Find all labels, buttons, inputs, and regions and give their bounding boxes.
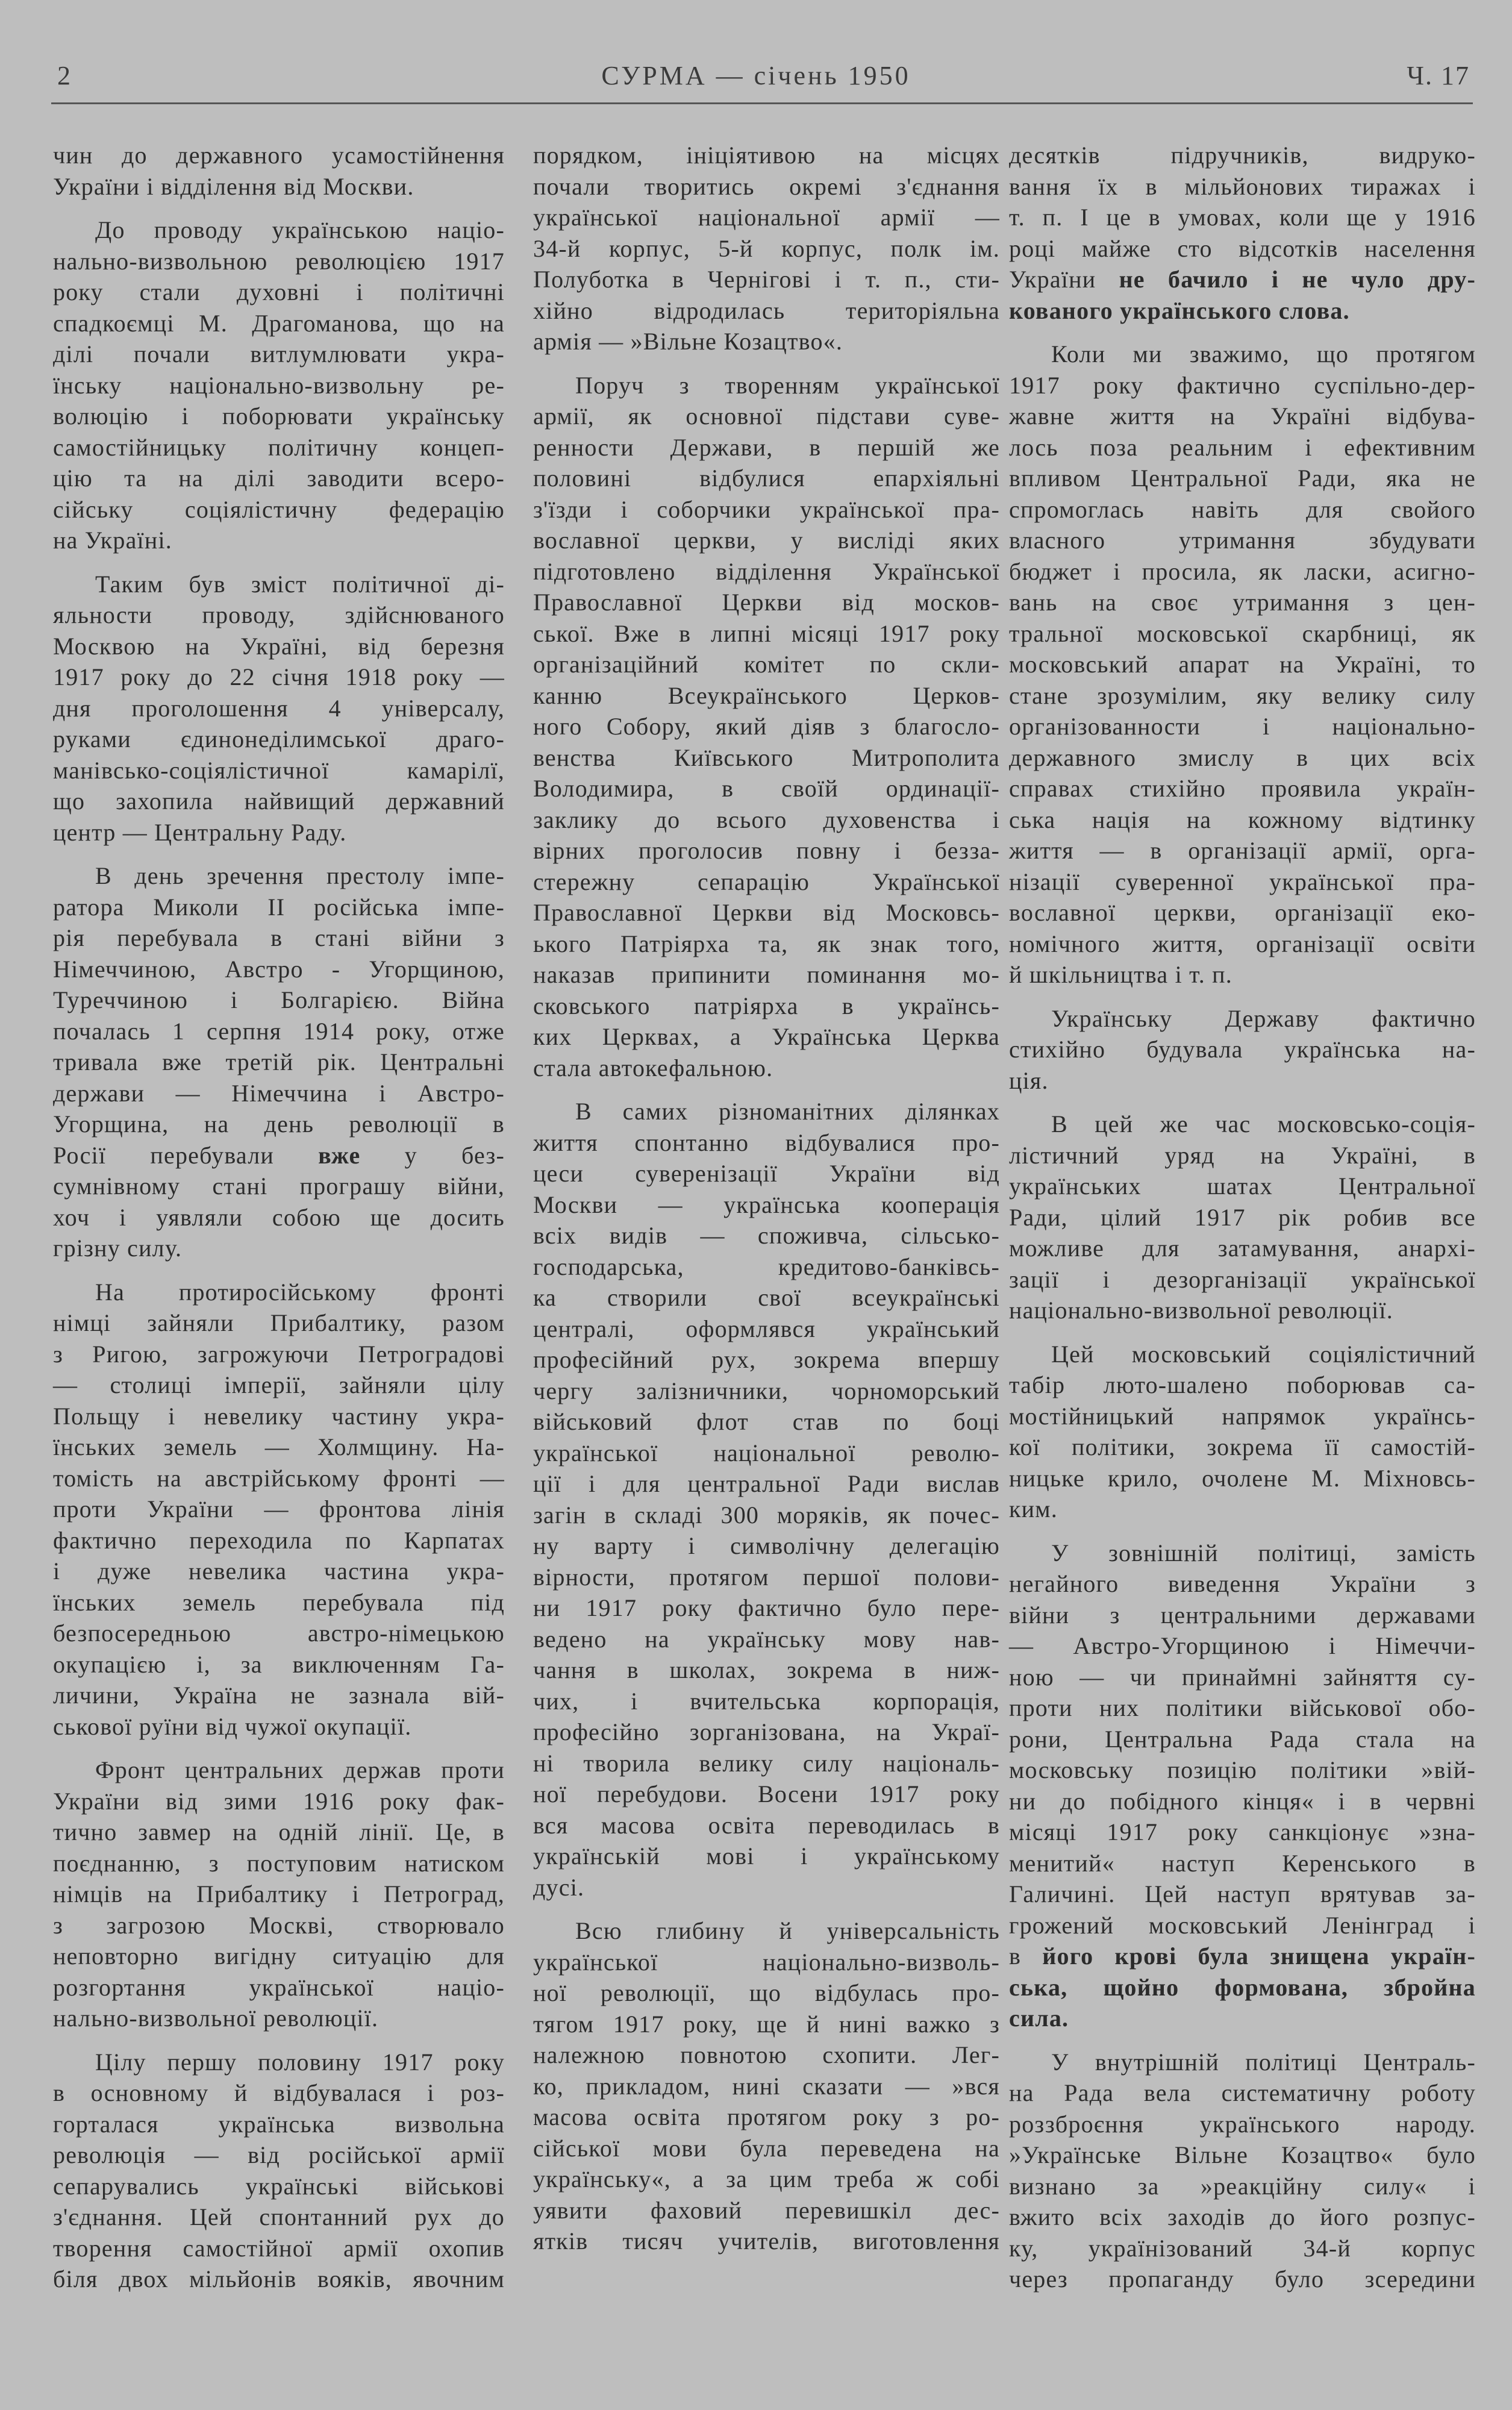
- text-line: руками єдинонеділимської драго-: [53, 725, 505, 753]
- text-line: загін в складі 300 моряків, як почес-: [533, 1501, 1000, 1529]
- text-line: Всю глибину й універсальність: [575, 1917, 1000, 1944]
- text-line: вославної церкви, організації еко-: [1009, 899, 1476, 926]
- text-line: зації і дезорганізації української: [1009, 1265, 1476, 1293]
- text-line: ни до побідного кінця« і в червні: [1009, 1787, 1476, 1815]
- text-line: стала автокефальною.: [533, 1054, 773, 1081]
- text-line: ятків тисяч учителів, виготовлення: [533, 2227, 1000, 2255]
- text-line: жавне життя на Україні відбува-: [1009, 402, 1476, 430]
- text-line: тягом 1917 року, ще й нині важко з: [533, 2010, 1000, 2038]
- text-line: життя спонтанно відбувалися про-: [533, 1128, 1000, 1156]
- bold-text: вже: [318, 1141, 361, 1169]
- paragraph: [53, 1754, 505, 2034]
- text-line: табір люто-шалено поборював са-: [1009, 1371, 1476, 1398]
- text-line: сковського патріярха в українсь-: [533, 992, 1000, 1019]
- text-line: національно-визвольної революції.: [1009, 1297, 1393, 1324]
- text-line: Поруч з творенням української: [575, 371, 1000, 399]
- text-line: чих, і вчительська корпорація,: [533, 1687, 1000, 1715]
- paragraph: [53, 860, 505, 1264]
- text-line: вань на своє утримання з цен-: [1009, 589, 1476, 616]
- text-line: [1009, 1941, 1476, 1972]
- text-segment: Росії перебували: [53, 1141, 319, 1169]
- text-line: тривала вже третій рік. Центральні: [53, 1048, 505, 1075]
- text-line: їнську національно-визвольну ре-: [53, 371, 505, 399]
- text-line: підготовлено відділення Української: [533, 557, 1000, 585]
- text-line: вірности, протягом першої полови-: [533, 1563, 1000, 1591]
- text-line: десятків підручників, видруко-: [1009, 142, 1476, 169]
- text-line: в основному й відбувалася і роз-: [53, 2079, 505, 2106]
- paragraph: [1009, 1538, 1476, 2034]
- page-number: 2: [57, 61, 72, 90]
- text-line: ного Собору, який діяв з благосло-: [533, 713, 1000, 740]
- text-line: [1009, 1972, 1476, 2003]
- bold-text: сила.: [1009, 2005, 1069, 2032]
- text-line: ку, українізований 34-й корпус: [1009, 2234, 1476, 2262]
- bold-text: не бачило і не чуло дру-: [1119, 266, 1476, 293]
- text-line: Галичині. Цей наступ врятував за-: [1009, 1880, 1476, 1908]
- text-line: В цей же час московсько-соція-: [1051, 1110, 1476, 1138]
- text-line: половині відбулися епархіяльні: [533, 465, 1000, 492]
- text-line: чергу залізничники, чорноморський: [533, 1377, 1000, 1404]
- text-line: через пропаганду було зсередини: [1009, 2265, 1476, 2293]
- text-line: українську«, а за цим треба ж собі: [533, 2165, 1000, 2192]
- text-line: належною повнотою схопити. Лег-: [533, 2041, 1000, 2068]
- text-line: власного утримання збудувати: [1009, 527, 1476, 554]
- text-line: наказав припинити поминання мо-: [533, 961, 1000, 988]
- text-line: роззброєння українського народу.: [1009, 2110, 1476, 2138]
- text-line: Цей московський соціялістичний: [1051, 1340, 1476, 1368]
- text-column-2: [533, 140, 1000, 2270]
- text-line: почали творитись окремі з'єднання: [533, 172, 1000, 200]
- text-line: московську позицію політики »вій-: [1009, 1756, 1476, 1783]
- running-title: СУРМА — січень 1950: [601, 61, 911, 90]
- text-line: менитий« наступ Керенського в: [1009, 1849, 1476, 1877]
- text-line: стане зрозумілим, яку велику силу: [1009, 681, 1476, 709]
- text-line: з загрозою Москві, створювало: [53, 1911, 505, 1939]
- paragraph: [1009, 339, 1476, 991]
- text-line: стережну сепарацію Української: [533, 868, 1000, 895]
- header-rule: [51, 102, 1473, 104]
- paragraph: [53, 214, 505, 556]
- text-line: державного змислу в цих всіх: [1009, 743, 1476, 771]
- text-line: т. п. І це в умовах, коли ще у 1916: [1009, 204, 1476, 231]
- text-line: ни 1917 року фактично було пере-: [533, 1594, 1000, 1621]
- text-line: визнано за »реакційну силу« і: [1009, 2172, 1476, 2200]
- text-line: української національно-визволь-: [533, 1948, 1000, 1976]
- text-segment: України: [1009, 266, 1119, 293]
- text-line: ким.: [1009, 1495, 1058, 1523]
- text-line: держави — Німеччина і Австро-: [53, 1079, 505, 1107]
- text-line: ького Патріярха та, як знак того,: [533, 930, 1000, 957]
- paragraph: [53, 1277, 505, 1742]
- text-line: уявити фаховий перевишкіл дес-: [533, 2196, 1000, 2224]
- text-line: цеси суверенізації України від: [533, 1160, 1000, 1187]
- text-line: ною — чи принаймні зайняття су-: [1009, 1663, 1476, 1691]
- text-line: 1917 року до 22 січня 1918 року —: [53, 663, 505, 690]
- text-column-3: [1009, 140, 1476, 2308]
- text-line: У внутрішній політиці Централь-: [1051, 2048, 1476, 2076]
- text-line: тично завмер на одній лінії. Це, в: [53, 1818, 505, 1845]
- text-line: номічного життя, організації освіти: [1009, 930, 1476, 957]
- text-line: української національної армії —: [533, 204, 1000, 231]
- paragraph: [1009, 140, 1476, 326]
- text-line: грізну силу.: [53, 1235, 183, 1262]
- text-line: Угорщина, на день революції в: [53, 1110, 505, 1138]
- text-line: армії, як основної підстави суве-: [533, 402, 1000, 430]
- text-line: тральної московської скарбниці, як: [1009, 619, 1476, 647]
- text-line: Німеччиною, Австро - Угорщиною,: [53, 955, 505, 983]
- issue-number: Ч. 17: [1407, 61, 1470, 90]
- text-line: Цілу першу половину 1917 року: [95, 2048, 505, 2076]
- text-line: і дуже невелика частина укра-: [53, 1557, 505, 1585]
- text-line: розгортання української націо-: [53, 1973, 505, 2001]
- text-line: [1009, 264, 1476, 295]
- text-line: — Австро-Угорщиною і Німеччи-: [1009, 1632, 1476, 1659]
- text-line: томість на австрійському фронті —: [53, 1464, 505, 1492]
- text-line: венства Київського Митрополита: [533, 743, 1000, 771]
- text-line: поєднанню, з поступовим натиском: [53, 1849, 505, 1877]
- text-line: ренности Держави, в першій же: [533, 433, 1000, 461]
- text-line: нізації суверенної української пра-: [1009, 868, 1476, 895]
- text-line: України і відділення від Москви.: [53, 172, 414, 200]
- text-line: яльности проводу, здійснюваного: [53, 601, 505, 628]
- text-line: ко, прикладом, нині сказати — »вся: [533, 2072, 1000, 2100]
- text-line: біля двох мільйонів вояків, явочним: [53, 2265, 505, 2293]
- bold-text: його крові була знищена україн-: [1042, 1942, 1476, 1970]
- text-line: ну варту і символічну делегацію: [533, 1532, 1000, 1559]
- text-line: чин до державного усамостійнення: [53, 142, 505, 169]
- text-line: творення самостійної армії охопив: [53, 2234, 505, 2262]
- text-line: волюцію і поборювати українську: [53, 402, 505, 430]
- text-line: спадкоємці М. Драгоманова, що на: [53, 309, 505, 337]
- text-line: вся масова освіта переводилась в: [533, 1811, 1000, 1839]
- text-line: В день зречення престолу імпе-: [95, 862, 505, 889]
- text-line: ких Церквах, а Українська Церква: [533, 1023, 1000, 1050]
- text-line: манівсько-соціялістичної камарілї,: [53, 756, 505, 784]
- paragraph: [533, 370, 1000, 1084]
- text-line: їнських земель — Холмщину. На-: [53, 1433, 505, 1460]
- text-line: життя — в організації армії, орга-: [1009, 837, 1476, 864]
- text-line: Ради, цілий 1917 рік робив все: [1009, 1203, 1476, 1231]
- text-line: року стали духовні і політичні: [53, 278, 505, 305]
- paragraph: [1009, 2047, 1476, 2295]
- text-line: Москвою на Україні, від березня: [53, 632, 505, 660]
- text-line: нально-визвольною революцією 1917: [53, 247, 505, 275]
- text-line: Православної Церкви від Московсь-: [533, 899, 1000, 926]
- text-line: організованности і національно-: [1009, 713, 1476, 740]
- text-line: кої політики, зокрема її самостій-: [1009, 1433, 1476, 1460]
- paragraph: [1009, 1339, 1476, 1525]
- text-line: цію та на ділі заводити всеро-: [53, 465, 505, 492]
- text-line: ської. Вже в липні місяці 1917 року: [533, 619, 1000, 647]
- text-line: з'їзди і соборчики української пра-: [533, 495, 1000, 523]
- text-line: українській мові і українському: [533, 1842, 1000, 1870]
- text-line: всіх видів — споживча, сільсько-: [533, 1222, 1000, 1249]
- text-line: грожений московський Ленінград і: [1009, 1911, 1476, 1939]
- text-line: сумнівному стані програшу війни,: [53, 1172, 505, 1200]
- text-line: революція — від російської армії: [53, 2141, 505, 2168]
- text-line: сійської мови була переведена на: [533, 2134, 1000, 2162]
- text-line: Коли ми зважимо, що протягом: [1051, 340, 1476, 368]
- text-line: [1009, 2003, 1476, 2034]
- text-line: Українську Державу фактично: [1051, 1004, 1476, 1032]
- paragraph: [1009, 1109, 1476, 1326]
- text-line: лось поза реальним і ефективним: [1009, 433, 1476, 461]
- text-line: дня проголошення 4 універсалу,: [53, 694, 505, 722]
- text-line: московський апарат на Україні, то: [1009, 651, 1476, 678]
- paragraph: [53, 2047, 505, 2295]
- paragraph: [1009, 1003, 1476, 1097]
- text-line: Польщу і невелику частину укра-: [53, 1402, 505, 1430]
- text-segment: у без-: [360, 1141, 505, 1169]
- text-line: центр — Центральну Раду.: [53, 818, 347, 846]
- text-line: проти них політики військової обо-: [1009, 1694, 1476, 1721]
- text-line: господарська, кредитово-банківсь-: [533, 1253, 1000, 1280]
- text-line: українських шатах Центральної: [1009, 1172, 1476, 1200]
- text-line: армія — »Вільне Козацтво«.: [533, 328, 843, 355]
- text-line: нально-визвольної революції.: [53, 2005, 379, 2032]
- text-line: бюджет і просила, як ласки, асигно-: [1009, 557, 1476, 585]
- text-line: безпосередньою австро-німецькою: [53, 1620, 505, 1647]
- text-line: чання в школах, зокрема в ниж-: [533, 1656, 1000, 1683]
- text-line: з'єднання. Цей спонтанний рух до: [53, 2203, 505, 2230]
- text-line: проти України — фронтова лінія: [53, 1495, 505, 1523]
- text-line: хійно відродилась територіяльна: [533, 296, 1000, 324]
- text-line: впливом Центральної Ради, яка не: [1009, 465, 1476, 492]
- text-line: рія перебувала в стані війни з: [53, 924, 505, 951]
- text-line: мостійницький напрямок українсь-: [1009, 1402, 1476, 1430]
- text-line: рони, Центральна Рада стала на: [1009, 1725, 1476, 1753]
- text-line: ні творила велику силу національ-: [533, 1749, 1000, 1777]
- text-line: Православної Церкви від москов-: [533, 589, 1000, 616]
- text-line: канню Всеукраїнського Церков-: [533, 681, 1000, 709]
- text-line: німці зайняли Прибалтику, разом: [53, 1309, 505, 1336]
- text-line: самостійницьку політичну концеп-: [53, 433, 505, 461]
- text-line: ницьке крило, очолене М. Міхновсь-: [1009, 1464, 1476, 1492]
- text-line: У зовнішній політиці, замість: [1051, 1539, 1476, 1566]
- text-line: ної революції, що відбулась про-: [533, 1979, 1000, 2006]
- text-line: вжито всіх заходів до його розпус-: [1009, 2203, 1476, 2230]
- text-line: професійно зорганізована, на Украї-: [533, 1718, 1000, 1745]
- text-line: на Україні.: [53, 527, 172, 554]
- text-line: До проводу українською націо-: [95, 216, 505, 243]
- paragraph: [533, 1915, 1000, 2257]
- text-line: Фронт центральних держав проти: [95, 1756, 505, 1783]
- text-line: В самих різноманітних ділянках: [575, 1098, 1000, 1125]
- text-line: ка створили свої всеукраїнські: [533, 1284, 1000, 1311]
- text-line: ції і для центральної Ради вислав: [533, 1470, 1000, 1497]
- text-line: [53, 1140, 505, 1171]
- text-line: й шкільництва і т. п.: [1009, 961, 1232, 988]
- text-line: заклику до всього духовенства і: [533, 806, 1000, 833]
- text-line: ція.: [1009, 1066, 1049, 1094]
- bold-text: ська, щойно формована, збройна: [1009, 1973, 1476, 2001]
- text-line: Туреччиною і Болгарією. Війна: [53, 986, 505, 1013]
- text-line: місяці 1917 року санкціонує »зна-: [1009, 1818, 1476, 1845]
- text-line: вославної церкви, у висліді яких: [533, 527, 1000, 554]
- text-line: ділі почали витлумлювати укра-: [53, 340, 505, 368]
- text-line: війни з центральними державами: [1009, 1601, 1476, 1629]
- text-line: На протиросійському фронті: [95, 1278, 505, 1306]
- text-line: Таким був зміст політичної ді-: [95, 570, 505, 598]
- text-line: військовий флот став по боці: [533, 1408, 1000, 1435]
- paragraph: [53, 569, 505, 848]
- text-line: лістичний уряд на Україні, в: [1009, 1141, 1476, 1169]
- text-line: з Ригою, загрожуючи Петроградові: [53, 1340, 505, 1368]
- text-line: Полуботка в Чернігові і т. п., сти-: [533, 266, 1000, 293]
- text-line: сепарувались українські військові: [53, 2172, 505, 2200]
- text-line: році майже сто відсотків населення: [1009, 234, 1476, 262]
- paragraph: [53, 140, 505, 202]
- text-line: справах стихійно проявила україн-: [1009, 775, 1476, 802]
- text-line: — столиці імперії, зайняли цілу: [53, 1371, 505, 1398]
- text-line: окупацією і, за виключенням Га-: [53, 1650, 505, 1678]
- text-line: стихійно будувала українська на-: [1009, 1036, 1476, 1063]
- text-line: української національної револю-: [533, 1439, 1000, 1466]
- paragraph: [533, 140, 1000, 357]
- paragraph: [533, 1096, 1000, 1903]
- text-line: 34-й корпус, 5-й корпус, полк ім.: [533, 234, 1000, 262]
- text-line: що захопила найвищий державний: [53, 787, 505, 815]
- text-line: професійний рух, зокрема впершу: [533, 1346, 1000, 1373]
- text-line: України від зими 1916 року фак-: [53, 1787, 505, 1815]
- text-line: личини, Україна не зазнала вій-: [53, 1682, 505, 1709]
- text-line: ська нація на кожному відтинку: [1009, 806, 1476, 833]
- text-line: їнських земель перебувала під: [53, 1588, 505, 1616]
- text-line: німців на Прибалтику і Петроград,: [53, 1880, 505, 1908]
- text-line: неповторно вигідну ситуацію для: [53, 1942, 505, 1970]
- text-line: ної перебудови. Восени 1917 року: [533, 1780, 1000, 1808]
- bold-text: кованого українського слова.: [1009, 296, 1350, 324]
- text-line: масова освіта протягом року з ро-: [533, 2103, 1000, 2130]
- text-line: централі, оформлявся український: [533, 1315, 1000, 1342]
- text-line: Москви — українська кооперація: [533, 1191, 1000, 1218]
- text-line: спромоглась навіть для свойого: [1009, 495, 1476, 523]
- text-line: вірних проголосив повну і безза-: [533, 837, 1000, 864]
- text-line: ведено на українську мову нав-: [533, 1625, 1000, 1653]
- text-line: на Рада вела систематичну роботу: [1009, 2079, 1476, 2106]
- text-line: сійську соціялістичну федерацію: [53, 495, 505, 523]
- text-line: почалась 1 серпня 1914 року, отже: [53, 1017, 505, 1045]
- text-line: [1009, 295, 1476, 327]
- text-line: хоч і уявляли собою ще досить: [53, 1203, 505, 1231]
- text-segment: в: [1009, 1942, 1043, 1970]
- text-line: ськової руїни від чужої окупації.: [53, 1712, 412, 1740]
- text-line: порядком, ініціятивою на місцях: [533, 142, 1000, 169]
- text-line: фактично переходила по Карпатах: [53, 1526, 505, 1554]
- text-column-1: [53, 140, 505, 2308]
- text-line: Володимира, в своїй ординації-: [533, 775, 1000, 802]
- text-line: дусі.: [533, 1873, 585, 1901]
- text-line: горталася українська визвольна: [53, 2110, 505, 2138]
- text-line: 1917 року фактично суспільно-дер-: [1009, 371, 1476, 399]
- text-line: негайного виведення України з: [1009, 1570, 1476, 1597]
- text-line: вання їх в мільйонових тиражах і: [1009, 172, 1476, 200]
- text-line: ратора Миколи II російська імпе-: [53, 893, 505, 921]
- text-line: можливе для затамування, анархі-: [1009, 1235, 1476, 1262]
- text-line: організаційний комітет по скли-: [533, 651, 1000, 678]
- text-line: »Українське Вільне Козацтво« було: [1009, 2141, 1476, 2168]
